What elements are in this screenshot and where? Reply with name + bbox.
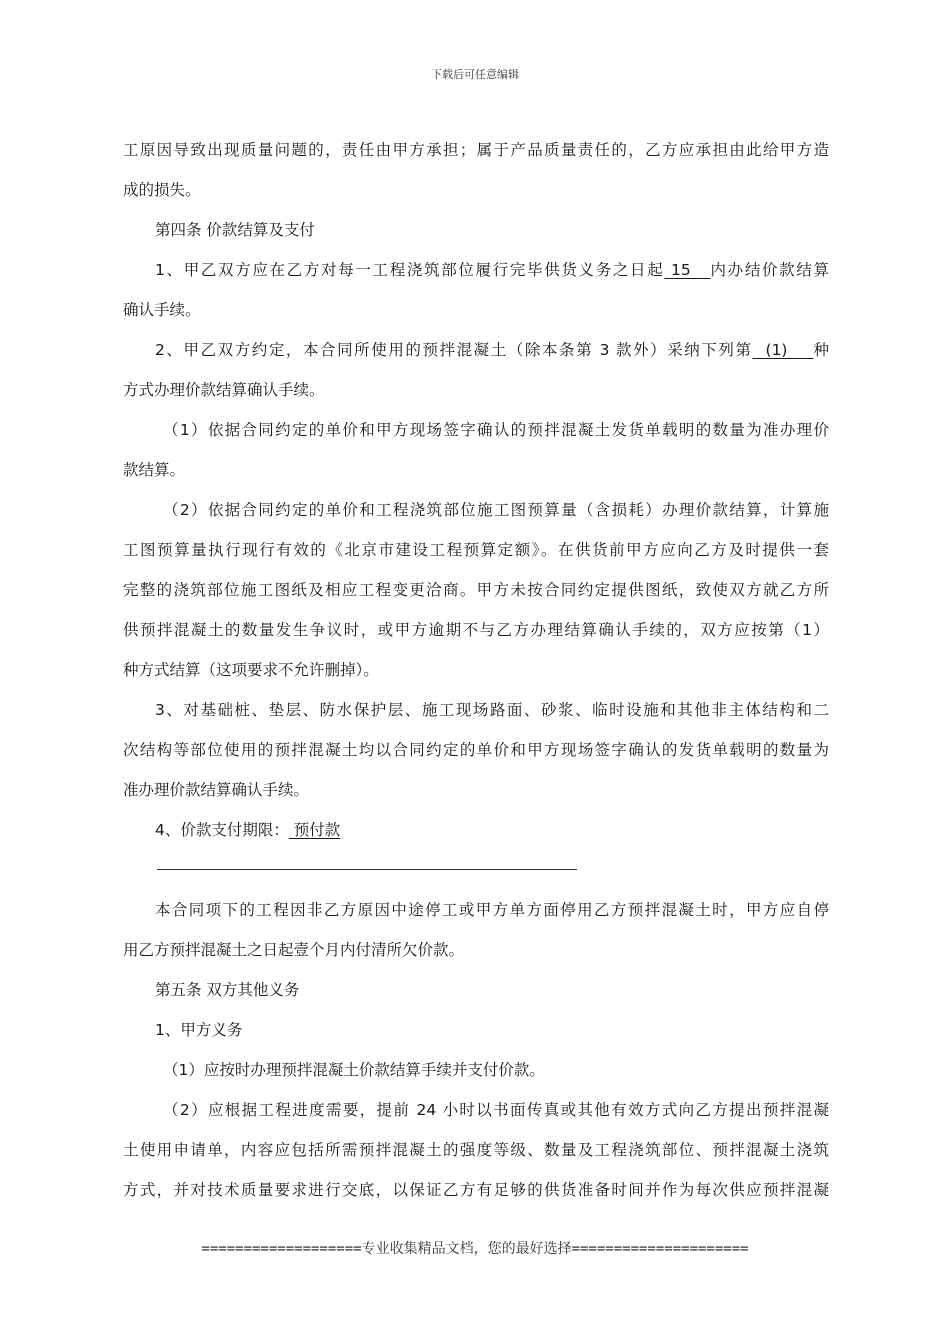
page-footer: ===================专业收集精品文档，您的最好选择===================== [201, 1241, 749, 1257]
paragraph-line: 确认手续。 [123, 301, 201, 319]
clause-text: 2、甲乙双方约定，本合同所使用的预拌混凝土（除本条第 3 款外）采纳下列第 [155, 341, 753, 359]
paragraph-line: 土使用申请单，内容应包括所需预拌混凝土的强度等级、数量及工程浇筑部位、预拌混凝土浇筑 [123, 1141, 829, 1159]
paragraph-line: 本合同项下的工程因非乙方原因中途停工或甲方单方面停用乙方预拌混凝土时，甲方应自停 [155, 901, 829, 919]
blank-underline [157, 869, 577, 870]
paragraph-line: 准办理价款结算确认手续。 [123, 781, 310, 799]
clause-text: 1、甲乙双方应在乙方对每一工程浇筑部位履行完毕供货义务之日起 [155, 261, 665, 279]
paragraph-line: 供预拌混凝土的数量发生争议时，或甲方逾期不与乙方办理结算确认手续的，双方应按第（1） [123, 621, 829, 639]
paragraph-line: 款结算。 [123, 461, 186, 479]
paragraph-line: 次结构等部位使用的预拌混凝土均以合同约定的单价和甲方现场签字确认的发货单载明的数量为 [123, 741, 829, 759]
paragraph-line [123, 810, 829, 850]
paragraph-line: 3、对基础桩、垫层、防水保护层、施工现场路面、砂浆、临时设施和其他非主体结构和二 [155, 701, 829, 719]
clause-text: 种 [813, 341, 829, 359]
paragraph-line: 用乙方预拌混凝土之日起壹个月内付清所欠价款。 [123, 941, 465, 959]
payment-term-field: 预付款 [288, 821, 341, 839]
settlement-method-field: (1) [752, 341, 814, 359]
paragraph-line [123, 330, 829, 370]
document-body [123, 130, 829, 1210]
clause-text: 内办结价款结算 [710, 261, 829, 279]
blank-fill-line [123, 850, 829, 890]
article-4-title: 第四条 价款结算及支付 [155, 221, 315, 239]
paragraph-line: （2）依据合同约定的单价和工程浇筑部位施工图预算量（含损耗）办理价款结算，计算施 [163, 501, 829, 519]
paragraph-line: 成的损失。 [123, 181, 201, 199]
paragraph-line: 方式，并对技术质量要求进行交底，以保证乙方有足够的供货准备时间并作为每次供应预拌混凝 [123, 1181, 829, 1199]
paragraph-line: 工原因导致出现质量问题的，责任由甲方承担；属于产品质量责任的，乙方应承担由此给甲方造 [123, 141, 829, 159]
clause-text: 4、价款支付期限： [155, 821, 289, 839]
page-header: 下载后可任意编辑 [431, 68, 519, 81]
paragraph-line [123, 250, 829, 290]
article-5-title: 第五条 双方其他义务 [155, 981, 300, 999]
paragraph-line: （1）依据合同约定的单价和甲方现场签字确认的预拌混凝土发货单载明的数量为准办理价 [163, 421, 829, 439]
paragraph-line: 工图预算量执行现行有效的《北京市建设工程预算定额》。在供货前甲方应向乙方及时提供一套 [123, 541, 829, 559]
paragraph-line: 种方式结算（这项要求不允许删掉）。 [123, 661, 379, 679]
paragraph-line: 1、甲方义务 [155, 1021, 243, 1039]
paragraph-line: （1）应按时办理预拌混凝土价款结算手续并支付价款。 [163, 1061, 545, 1079]
paragraph-line: 完整的浇筑部位施工图纸及相应工程变更洽商。甲方未按合同约定提供图纸，致使双方就乙方所 [123, 581, 829, 599]
settlement-days-field: 15 [664, 261, 711, 279]
paragraph-line: （2）应根据工程进度需要，提前 24 小时以书面传真或其他有效方式向乙方提出预拌混凝 [163, 1101, 829, 1119]
paragraph-line: 方式办理价款结算确认手续。 [123, 381, 325, 399]
